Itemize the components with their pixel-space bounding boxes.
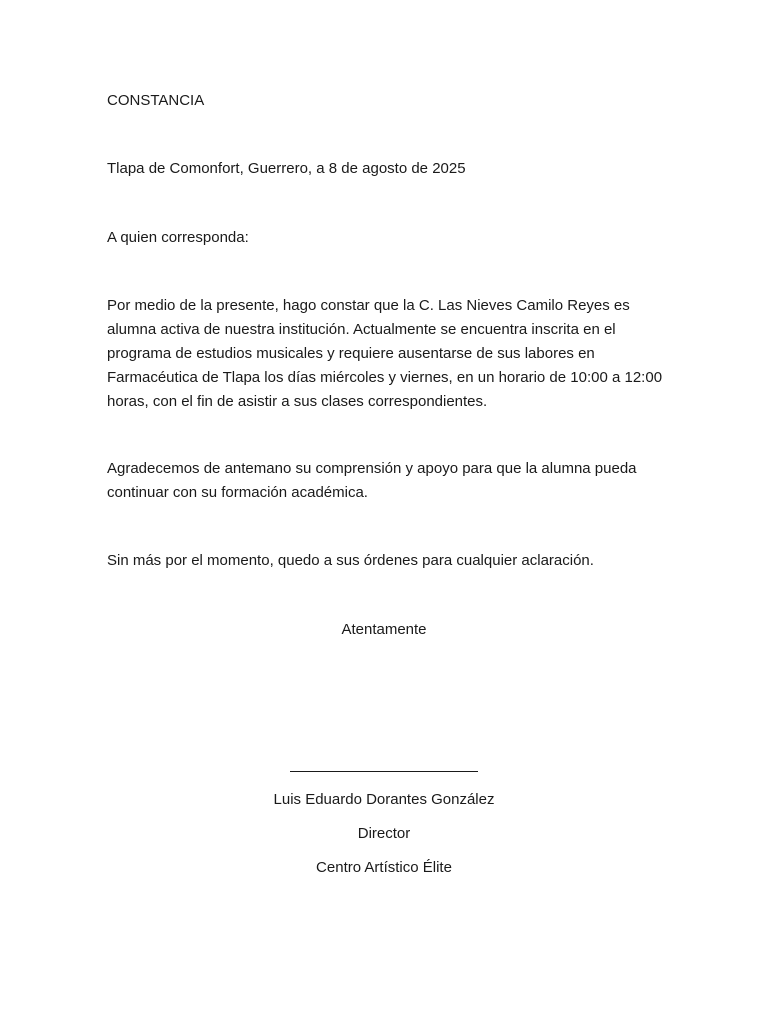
body-paragraph-2: Agradecemos de antemano su comprensión y apoyo para que la alumna pueda continuar con su formación académica. <box>107 460 637 501</box>
body-paragraph-3: Sin más por el momento, quedo a sus órdenes para cualquier aclaración. <box>107 552 594 569</box>
signer-role: Director <box>357 825 411 842</box>
place-and-date: Tlapa de Comonfort, Guerrero, a 8 de agosto de 2025 <box>107 160 466 177</box>
signature-line <box>290 771 478 772</box>
document-title: CONSTANCIA <box>107 92 205 109</box>
signer-name: Luis Eduardo Dorantes González <box>273 791 495 808</box>
closing: Atentamente <box>341 621 427 638</box>
body-paragraph-1: Por medio de la presente, hago constar que la C. Las Nieves Camilo Reyes es alumna activa de nuestra institución. Actualmente se encuentra inscrita en el programa de estudios musicales y requiere ausentarse de sus labores en Farmacéutica de Tlapa los días miércoles y viernes, en un horario de 10:00 a 12:00 horas, con el fin de asistir a sus clases correspondientes. <box>107 297 663 410</box>
signer-organization: Centro Artístico Élite <box>316 859 452 876</box>
salutation: A quien corresponda: <box>107 229 249 246</box>
